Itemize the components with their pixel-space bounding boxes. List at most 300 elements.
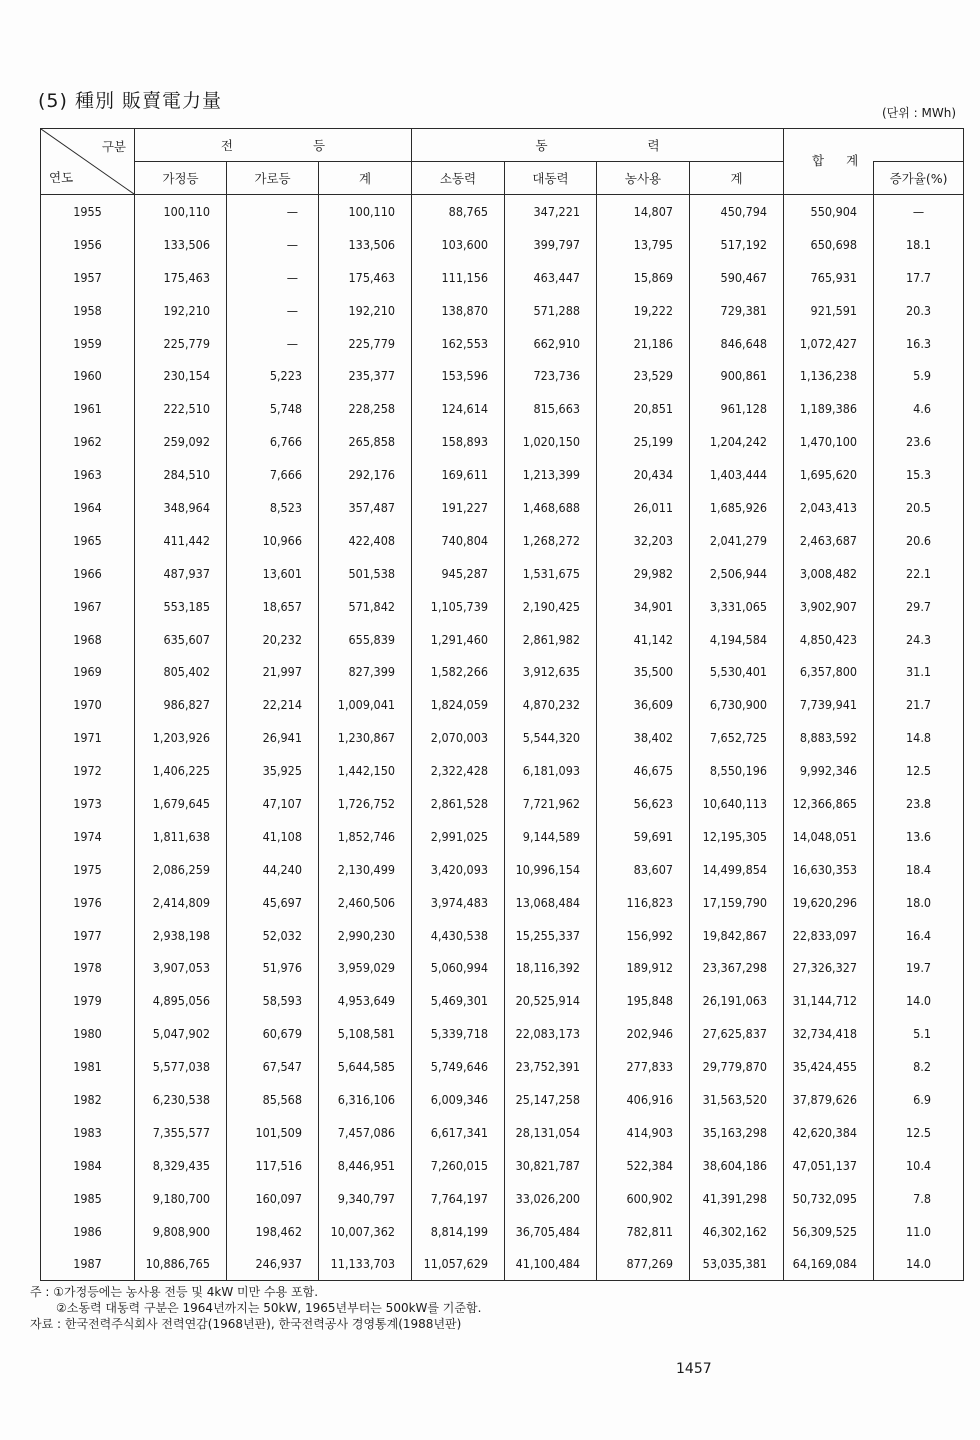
cell-year: 1977 [41, 919, 135, 952]
page-number: 1457 [676, 1361, 712, 1377]
table-row [41, 787, 964, 820]
cell-large-power: 25,147,258 [505, 1083, 597, 1116]
total-header-label: 합 계 [812, 153, 859, 168]
cell-household: 805,402 [135, 655, 227, 688]
cell-household: 100,110 [135, 195, 227, 228]
cell-large-power: 815,663 [505, 392, 597, 425]
cell-small-power: 1,105,739 [412, 590, 505, 623]
cell-total: 2,463,687 [784, 524, 874, 557]
cell-growth-rate: 14.0 [874, 1248, 964, 1281]
cell-large-power: 18,116,392 [505, 951, 597, 984]
cell-streetlight: 18,657 [227, 590, 319, 623]
cell-year: 1972 [41, 754, 135, 787]
cell-lighting-subtotal: 2,460,506 [319, 886, 412, 919]
cell-total: 12,366,865 [784, 787, 874, 820]
cell-power-subtotal: 846,648 [690, 327, 784, 360]
cell-lighting-subtotal: 4,953,649 [319, 984, 412, 1017]
cell-growth-rate: 14.0 [874, 984, 964, 1017]
cell-growth-rate: 12.5 [874, 1116, 964, 1149]
table-row [41, 524, 964, 557]
cell-lighting-subtotal: 1,852,746 [319, 820, 412, 853]
cell-large-power: 33,026,200 [505, 1182, 597, 1215]
cell-growth-rate: 20.3 [874, 294, 964, 327]
cell-growth-rate: 8.2 [874, 1050, 964, 1083]
cell-growth-rate: 16.3 [874, 327, 964, 360]
cell-growth-rate: 22.1 [874, 557, 964, 590]
cell-small-power: 124,614 [412, 392, 505, 425]
cell-power-subtotal: 1,204,242 [690, 425, 784, 458]
cell-lighting-subtotal: 133,506 [319, 228, 412, 261]
cell-large-power: 1,020,150 [505, 425, 597, 458]
cell-large-power: 1,213,399 [505, 458, 597, 491]
cell-growth-rate: 5.1 [874, 1017, 964, 1050]
cell-large-power: 399,797 [505, 228, 597, 261]
cell-growth-rate: 29.7 [874, 590, 964, 623]
cell-lighting-subtotal: 192,210 [319, 294, 412, 327]
cell-agricultural: 26,011 [597, 491, 690, 524]
cell-streetlight: 8,523 [227, 491, 319, 524]
cell-household: 192,210 [135, 294, 227, 327]
cell-household: 1,203,926 [135, 721, 227, 754]
cell-total: 50,732,095 [784, 1182, 874, 1215]
cell-large-power: 20,525,914 [505, 984, 597, 1017]
cell-power-subtotal: 5,530,401 [690, 655, 784, 688]
cell-large-power: 2,861,982 [505, 623, 597, 656]
cell-year: 1976 [41, 886, 135, 919]
cell-large-power: 3,912,635 [505, 655, 597, 688]
electricity-sales-table [40, 128, 964, 1281]
cell-streetlight: — [227, 327, 319, 360]
cell-small-power: 158,893 [412, 425, 505, 458]
cell-year: 1955 [41, 195, 135, 228]
cell-streetlight: — [227, 228, 319, 261]
cell-growth-rate: 5.9 [874, 359, 964, 392]
cell-growth-rate: 20.5 [874, 491, 964, 524]
cell-streetlight: 198,462 [227, 1215, 319, 1248]
cell-total: 6,357,800 [784, 655, 874, 688]
cell-large-power: 36,705,484 [505, 1215, 597, 1248]
col-header-large-power: 대동력 [505, 162, 597, 195]
cell-lighting-subtotal: 10,007,362 [319, 1215, 412, 1248]
cell-large-power: 7,721,962 [505, 787, 597, 820]
cell-streetlight: 101,509 [227, 1116, 319, 1149]
table-row [41, 886, 964, 919]
cell-growth-rate: 23.8 [874, 787, 964, 820]
group-header-lighting [135, 129, 412, 162]
cell-agricultural: 14,807 [597, 195, 690, 228]
table-row [41, 425, 964, 458]
cell-growth-rate: 24.3 [874, 623, 964, 656]
cell-total: 765,931 [784, 261, 874, 294]
table-row [41, 195, 964, 228]
cell-large-power: 2,190,425 [505, 590, 597, 623]
group-header-total [784, 129, 964, 168]
cell-streetlight: 60,679 [227, 1017, 319, 1050]
cell-year: 1965 [41, 524, 135, 557]
cell-household: 986,827 [135, 688, 227, 721]
cell-household: 10,886,765 [135, 1248, 227, 1281]
cell-total: 650,698 [784, 228, 874, 261]
cell-household: 222,510 [135, 392, 227, 425]
cell-lighting-subtotal: 422,408 [319, 524, 412, 557]
cell-streetlight: 5,748 [227, 392, 319, 425]
col-header-growth-rate: 증가율(%) [874, 162, 964, 195]
unit-label: (단위 : MWh) [881, 106, 956, 120]
cell-total: 42,620,384 [784, 1116, 874, 1149]
cell-streetlight: 22,214 [227, 688, 319, 721]
cell-growth-rate: 19.7 [874, 951, 964, 984]
cell-growth-rate: 7.8 [874, 1182, 964, 1215]
cell-large-power: 41,100,484 [505, 1248, 597, 1281]
cell-streetlight: 67,547 [227, 1050, 319, 1083]
footnote-2: ②소동력 대동력 구분은 1964년까지는 50kW, 1965년부터는 500kW를 기준함. [56, 1301, 482, 1315]
cell-year: 1978 [41, 951, 135, 984]
cell-household: 1,406,225 [135, 754, 227, 787]
cell-small-power: 153,596 [412, 359, 505, 392]
cell-large-power: 571,288 [505, 294, 597, 327]
cell-total: 7,739,941 [784, 688, 874, 721]
cell-agricultural: 414,903 [597, 1116, 690, 1149]
cell-lighting-subtotal: 235,377 [319, 359, 412, 392]
cell-lighting-subtotal: 228,258 [319, 392, 412, 425]
cell-streetlight: — [227, 294, 319, 327]
cell-large-power: 10,996,154 [505, 853, 597, 886]
cell-growth-rate: 12.5 [874, 754, 964, 787]
cell-total: 3,008,482 [784, 557, 874, 590]
cell-agricultural: 20,851 [597, 392, 690, 425]
table-row [41, 1017, 964, 1050]
cell-power-subtotal: 7,652,725 [690, 721, 784, 754]
cell-total: 550,904 [784, 195, 874, 228]
cell-streetlight: 35,925 [227, 754, 319, 787]
cell-streetlight: 41,108 [227, 820, 319, 853]
cell-year: 1964 [41, 491, 135, 524]
cell-growth-rate: 18.4 [874, 853, 964, 886]
cell-year: 1975 [41, 853, 135, 886]
cell-lighting-subtotal: 265,858 [319, 425, 412, 458]
cell-small-power: 138,870 [412, 294, 505, 327]
cell-power-subtotal: 19,842,867 [690, 919, 784, 952]
cell-total: 1,072,427 [784, 327, 874, 360]
cell-power-subtotal: 517,192 [690, 228, 784, 261]
cell-power-subtotal: 17,159,790 [690, 886, 784, 919]
cell-total: 35,424,455 [784, 1050, 874, 1083]
cell-lighting-subtotal: 8,446,951 [319, 1149, 412, 1182]
table-row [41, 327, 964, 360]
cell-small-power: 7,764,197 [412, 1182, 505, 1215]
cell-streetlight: 26,941 [227, 721, 319, 754]
cell-agricultural: 20,434 [597, 458, 690, 491]
corner-category-label: 구분 [101, 139, 126, 154]
cell-power-subtotal: 38,604,186 [690, 1149, 784, 1182]
cell-agricultural: 56,623 [597, 787, 690, 820]
cell-small-power: 3,420,093 [412, 853, 505, 886]
cell-agricultural: 35,500 [597, 655, 690, 688]
cell-growth-rate: 23.6 [874, 425, 964, 458]
cell-large-power: 1,531,675 [505, 557, 597, 590]
cell-power-subtotal: 8,550,196 [690, 754, 784, 787]
cell-year: 1986 [41, 1215, 135, 1248]
cell-total: 32,734,418 [784, 1017, 874, 1050]
cell-household: 259,092 [135, 425, 227, 458]
cell-agricultural: 15,869 [597, 261, 690, 294]
cell-year: 1962 [41, 425, 135, 458]
cell-total: 1,470,100 [784, 425, 874, 458]
table-row [41, 951, 964, 984]
cell-total: 1,189,386 [784, 392, 874, 425]
cell-lighting-subtotal: 5,108,581 [319, 1017, 412, 1050]
cell-household: 230,154 [135, 359, 227, 392]
cell-growth-rate: 15.3 [874, 458, 964, 491]
cell-growth-rate: 16.4 [874, 919, 964, 952]
cell-streetlight: 52,032 [227, 919, 319, 952]
cell-year: 1966 [41, 557, 135, 590]
cell-household: 5,047,902 [135, 1017, 227, 1050]
cell-lighting-subtotal: 501,538 [319, 557, 412, 590]
cell-total: 3,902,907 [784, 590, 874, 623]
cell-small-power: 1,291,460 [412, 623, 505, 656]
cell-total: 31,144,712 [784, 984, 874, 1017]
cell-power-subtotal: 2,041,279 [690, 524, 784, 557]
cell-streetlight: 20,232 [227, 623, 319, 656]
col-header-household: 가정등 [135, 162, 227, 195]
group-power-char-1: 동 [535, 138, 548, 153]
cell-agricultural: 406,916 [597, 1083, 690, 1116]
cell-household: 2,086,259 [135, 853, 227, 886]
cell-small-power: 4,430,538 [412, 919, 505, 952]
cell-streetlight: 21,997 [227, 655, 319, 688]
cell-streetlight: 47,107 [227, 787, 319, 820]
cell-agricultural: 877,269 [597, 1248, 690, 1281]
cell-power-subtotal: 450,794 [690, 195, 784, 228]
cell-large-power: 23,752,391 [505, 1050, 597, 1083]
cell-small-power: 2,991,025 [412, 820, 505, 853]
cell-power-subtotal: 41,391,298 [690, 1182, 784, 1215]
table-row [41, 294, 964, 327]
cell-small-power: 88,765 [412, 195, 505, 228]
cell-household: 635,607 [135, 623, 227, 656]
cell-power-subtotal: 35,163,298 [690, 1116, 784, 1149]
cell-small-power: 5,339,718 [412, 1017, 505, 1050]
cell-power-subtotal: 590,467 [690, 261, 784, 294]
table-row [41, 1215, 964, 1248]
cell-streetlight: — [227, 261, 319, 294]
cell-total: 47,051,137 [784, 1149, 874, 1182]
cell-streetlight: 117,516 [227, 1149, 319, 1182]
cell-small-power: 191,227 [412, 491, 505, 524]
col-header-agricultural: 농사용 [597, 162, 690, 195]
cell-streetlight: — [227, 195, 319, 228]
cell-growth-rate: 18.0 [874, 886, 964, 919]
cell-lighting-subtotal: 9,340,797 [319, 1182, 412, 1215]
cell-lighting-subtotal: 1,230,867 [319, 721, 412, 754]
cell-large-power: 5,544,320 [505, 721, 597, 754]
cell-power-subtotal: 6,730,900 [690, 688, 784, 721]
cell-agricultural: 46,675 [597, 754, 690, 787]
cell-small-power: 103,600 [412, 228, 505, 261]
cell-streetlight: 10,966 [227, 524, 319, 557]
cell-agricultural: 116,823 [597, 886, 690, 919]
cell-small-power: 8,814,199 [412, 1215, 505, 1248]
cell-year: 1970 [41, 688, 135, 721]
table-row [41, 984, 964, 1017]
cell-small-power: 6,617,341 [412, 1116, 505, 1149]
cell-agricultural: 13,795 [597, 228, 690, 261]
cell-small-power: 2,070,003 [412, 721, 505, 754]
cell-lighting-subtotal: 3,959,029 [319, 951, 412, 984]
cell-small-power: 2,322,428 [412, 754, 505, 787]
cell-streetlight: 44,240 [227, 853, 319, 886]
cell-household: 9,808,900 [135, 1215, 227, 1248]
col-header-lighting-subtotal: 계 [319, 162, 412, 195]
cell-small-power: 6,009,346 [412, 1083, 505, 1116]
cell-year: 1987 [41, 1248, 135, 1281]
cell-large-power: 22,083,173 [505, 1017, 597, 1050]
group-lighting-char-2: 등 [313, 138, 326, 153]
cell-large-power: 463,447 [505, 261, 597, 294]
cell-growth-rate: 4.6 [874, 392, 964, 425]
cell-large-power: 30,821,787 [505, 1149, 597, 1182]
cell-total: 921,591 [784, 294, 874, 327]
cell-small-power: 5,060,994 [412, 951, 505, 984]
cell-household: 2,938,198 [135, 919, 227, 952]
cell-power-subtotal: 26,191,063 [690, 984, 784, 1017]
cell-household: 175,463 [135, 261, 227, 294]
cell-small-power: 7,260,015 [412, 1149, 505, 1182]
cell-agricultural: 782,811 [597, 1215, 690, 1248]
source-note: 자료 : 한국전력주식회사 전력연감(1968년판), 한국전력공사 경영통계(1988년판) [30, 1317, 462, 1331]
cell-growth-rate: 6.9 [874, 1083, 964, 1116]
table-row [41, 557, 964, 590]
table-row [41, 754, 964, 787]
cell-streetlight: 51,976 [227, 951, 319, 984]
cell-year: 1960 [41, 359, 135, 392]
table-row [41, 1248, 964, 1281]
cell-streetlight: 246,937 [227, 1248, 319, 1281]
cell-small-power: 111,156 [412, 261, 505, 294]
table-row [41, 623, 964, 656]
cell-small-power: 1,582,266 [412, 655, 505, 688]
cell-household: 284,510 [135, 458, 227, 491]
cell-year: 1961 [41, 392, 135, 425]
cell-growth-rate: 10.4 [874, 1149, 964, 1182]
cell-lighting-subtotal: 1,009,041 [319, 688, 412, 721]
cell-year: 1973 [41, 787, 135, 820]
cell-year: 1982 [41, 1083, 135, 1116]
cell-household: 553,185 [135, 590, 227, 623]
cell-power-subtotal: 4,194,584 [690, 623, 784, 656]
group-header-power [412, 129, 784, 162]
cell-large-power: 4,870,232 [505, 688, 597, 721]
cell-total: 64,169,084 [784, 1248, 874, 1281]
footnotes [30, 1284, 481, 1332]
cell-power-subtotal: 31,563,520 [690, 1083, 784, 1116]
cell-year: 1963 [41, 458, 135, 491]
cell-total: 4,850,423 [784, 623, 874, 656]
table-row [41, 359, 964, 392]
table-row [41, 228, 964, 261]
cell-large-power: 9,144,589 [505, 820, 597, 853]
cell-power-subtotal: 14,499,854 [690, 853, 784, 886]
table-title: (5) 種別 販賣電力量 [38, 90, 222, 112]
table-row [41, 655, 964, 688]
group-lighting-char-1: 전 [220, 138, 233, 153]
cell-household: 1,811,638 [135, 820, 227, 853]
cell-total: 9,992,346 [784, 754, 874, 787]
cell-growth-rate: 17.7 [874, 261, 964, 294]
cell-lighting-subtotal: 357,487 [319, 491, 412, 524]
cell-power-subtotal: 46,302,162 [690, 1215, 784, 1248]
cell-streetlight: 13,601 [227, 557, 319, 590]
cell-household: 7,355,577 [135, 1116, 227, 1149]
cell-large-power: 15,255,337 [505, 919, 597, 952]
footnote-1: 주 : ①가정등에는 농사용 전등 및 4kW 미만 수용 포함. [30, 1285, 319, 1299]
cell-large-power: 1,468,688 [505, 491, 597, 524]
corner-header-cell [41, 129, 135, 195]
cell-power-subtotal: 1,685,926 [690, 491, 784, 524]
cell-year: 1957 [41, 261, 135, 294]
table-row [41, 590, 964, 623]
cell-lighting-subtotal: 1,442,150 [319, 754, 412, 787]
cell-year: 1969 [41, 655, 135, 688]
cell-household: 133,506 [135, 228, 227, 261]
cell-growth-rate: 31.1 [874, 655, 964, 688]
cell-household: 1,679,645 [135, 787, 227, 820]
cell-year: 1985 [41, 1182, 135, 1215]
table-row [41, 392, 964, 425]
table-row [41, 688, 964, 721]
cell-agricultural: 59,691 [597, 820, 690, 853]
cell-streetlight: 160,097 [227, 1182, 319, 1215]
table-row [41, 820, 964, 853]
cell-household: 8,329,435 [135, 1149, 227, 1182]
cell-household: 6,230,538 [135, 1083, 227, 1116]
cell-streetlight: 5,223 [227, 359, 319, 392]
cell-power-subtotal: 53,035,381 [690, 1248, 784, 1281]
cell-year: 1967 [41, 590, 135, 623]
cell-power-subtotal: 12,195,305 [690, 820, 784, 853]
cell-total: 56,309,525 [784, 1215, 874, 1248]
cell-agricultural: 83,607 [597, 853, 690, 886]
cell-year: 1971 [41, 721, 135, 754]
cell-total: 8,883,592 [784, 721, 874, 754]
cell-year: 1980 [41, 1017, 135, 1050]
cell-year: 1956 [41, 228, 135, 261]
cell-power-subtotal: 29,779,870 [690, 1050, 784, 1083]
cell-large-power: 662,910 [505, 327, 597, 360]
cell-household: 4,895,056 [135, 984, 227, 1017]
cell-agricultural: 41,142 [597, 623, 690, 656]
cell-agricultural: 195,848 [597, 984, 690, 1017]
cell-growth-rate: — [874, 195, 964, 228]
table-row [41, 491, 964, 524]
cell-agricultural: 38,402 [597, 721, 690, 754]
cell-agricultural: 34,901 [597, 590, 690, 623]
cell-total: 14,048,051 [784, 820, 874, 853]
cell-lighting-subtotal: 175,463 [319, 261, 412, 294]
cell-lighting-subtotal: 6,316,106 [319, 1083, 412, 1116]
cell-large-power: 1,268,272 [505, 524, 597, 557]
cell-year: 1981 [41, 1050, 135, 1083]
cell-lighting-subtotal: 1,726,752 [319, 787, 412, 820]
table-row [41, 721, 964, 754]
cell-agricultural: 21,186 [597, 327, 690, 360]
cell-household: 2,414,809 [135, 886, 227, 919]
cell-total: 1,695,620 [784, 458, 874, 491]
col-header-power-subtotal: 계 [690, 162, 784, 195]
group-power-char-2: 력 [647, 138, 660, 153]
cell-large-power: 347,221 [505, 195, 597, 228]
